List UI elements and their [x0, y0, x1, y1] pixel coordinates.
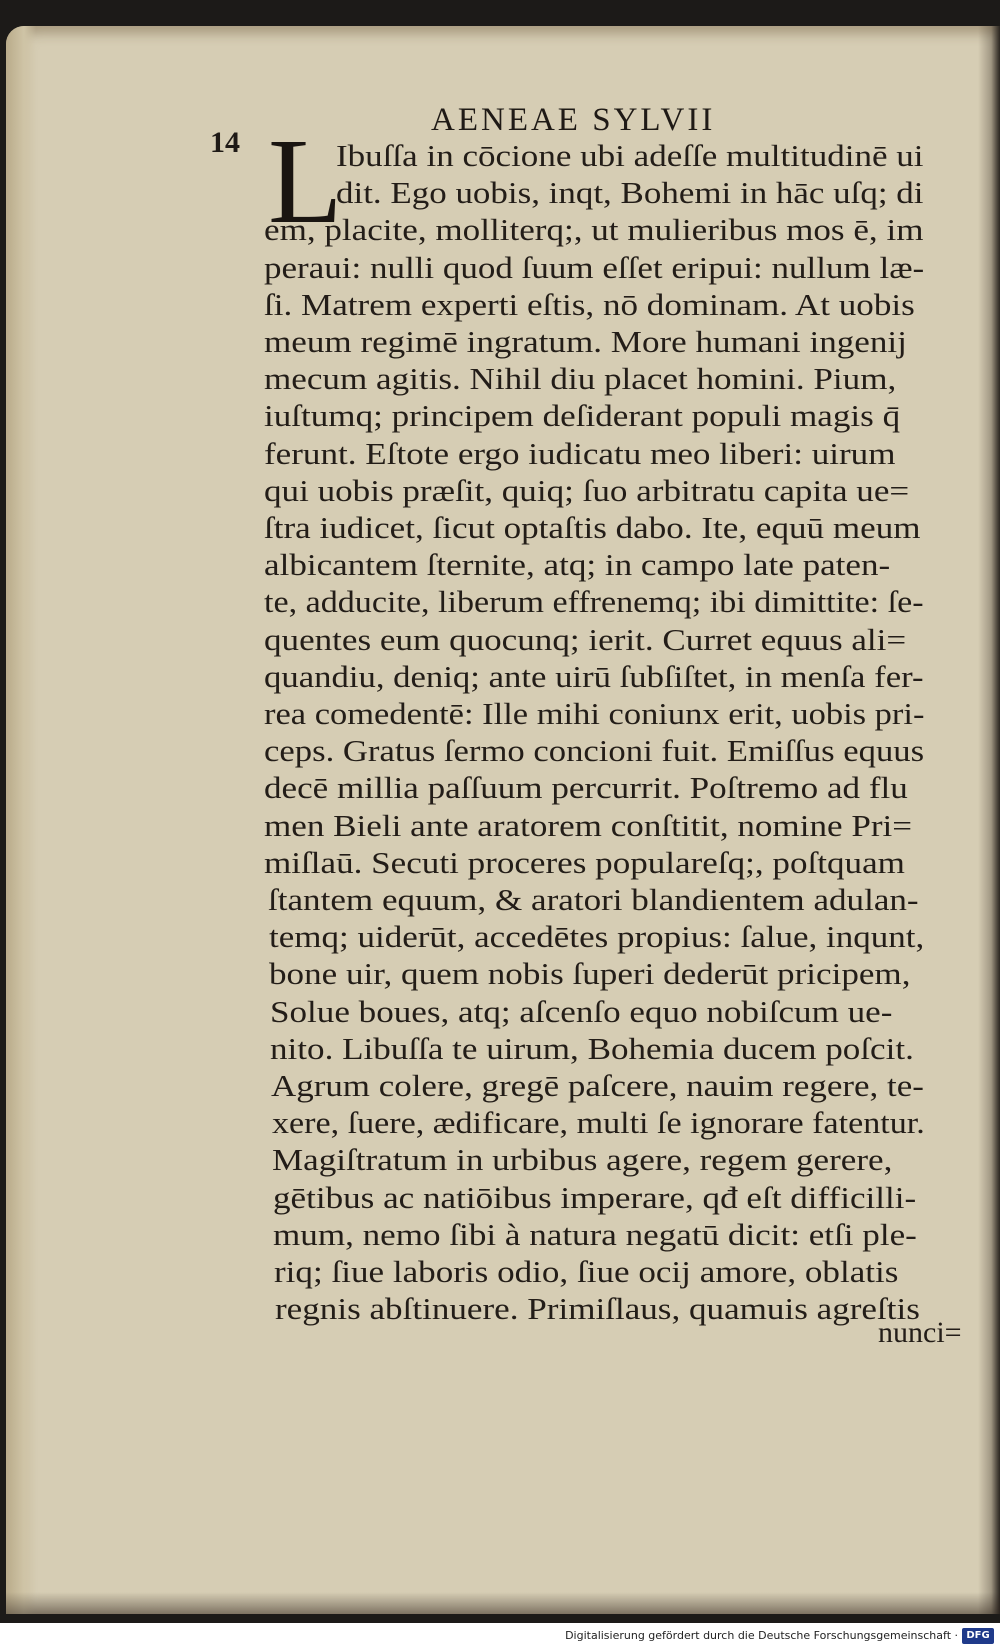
funding-credit: Digitalisierung gefördert durch die Deutsche Forschungsgemeinschaft · [565, 1629, 958, 1642]
text-line: decē millia paſſuum percurrit. Poſtremo ad flu [264, 771, 908, 806]
text-line: temq; uiderūt, accedētes propius: ſalue, inqunt, [268, 920, 924, 955]
text-line: Magiſtratum in urbibus agere, regem gerere, [272, 1143, 893, 1178]
text-line: regnis abſtinuere. Primiſlaus, quamuis agreſtis [274, 1292, 920, 1327]
text-line: riq; ſiue laboris odio, ſiue ocij amore, oblatis [274, 1255, 899, 1289]
text-line: peraui: nulli quod ſuum eſſet eripui: nullum læ- [264, 250, 925, 285]
catchword: nunci= [878, 1316, 962, 1349]
text-line: bone uir, quem nobis ſuperi dederūt pricipem, [269, 957, 911, 992]
text-line: ſtra iudicet, ſicut optaſtis dabo. Ite, equū meum [264, 511, 921, 545]
text-line: albicantem ſternite, atq; in campo late paten- [264, 548, 891, 583]
text-line: qui uobis præſit, quiq; ſuo arbitratu capita ue= [264, 473, 910, 508]
text-line: xere, ſuere, ædificare, multi ſe ignorare fatentur. [271, 1106, 925, 1141]
text-line: ceps. Gratus ſermo concioni fuit. Emiſſus equus [264, 734, 925, 769]
text-line: ſtantem equum, & aratori blandientem adulan- [268, 883, 919, 917]
text-line: Agrum colere, gregē paſcere, nauim regere, te- [271, 1069, 924, 1103]
text-line: nito. Libuſſa te uirum, Bohemia ducem poſcit. [270, 1031, 915, 1066]
text-line: miſlaū. Secuti proceres populareſq;, poſtquam [264, 845, 905, 880]
text-line: mum, nemo ſibi à natura negatū dicit: etſi ple- [273, 1217, 918, 1252]
text-line: mecum agitis. Nihil diu placet homini. Pium, [264, 362, 897, 397]
text-line: iuſtumq; principem deſiderant populi magis q̄ [264, 399, 901, 434]
text-line: ſi. Matrem experti eſtis, nō dominam. At uobis [264, 287, 915, 322]
page-number: 14 [210, 126, 240, 159]
text-line: ferunt. Eſtote ergo iudicatu meo liberi: uirum [264, 436, 896, 471]
text-line: meum regimē ingratum. More humani ingenij [264, 325, 907, 359]
text-line: quentes eum quocunq; ierit. Curret equus ali= [264, 622, 907, 657]
text-line: dit. Ego uobis, inqt, Bohemi in hāc uſq; di [336, 176, 924, 211]
body-text [6, 26, 1000, 1614]
dfg-logo-icon: DFG [962, 1628, 994, 1644]
digitization-footer [0, 1623, 1000, 1651]
running-head: AENEAE SYLVII [431, 102, 716, 138]
text-line: Ibuſſa in cōcione ubi adeſſe multitudinē ui [336, 139, 924, 173]
book-page [6, 26, 1000, 1614]
text-line: Solue boues, atq; aſcenſo equo nobiſcum ue- [269, 994, 893, 1029]
decorated-initial: L [268, 114, 343, 249]
text-line: em, placite, molliterq;, ut mulieribus mos ē, im [264, 213, 924, 248]
text-line: te, adducite, liberum effrenemq; ibi dimittite: ſe- [264, 585, 924, 620]
text-line: rea comedentē: Ille mihi coniunx erit, uobis pri- [264, 697, 925, 731]
text-line: quandiu, deniq; ante uirū ſubſiſtet, in menſa fer- [264, 659, 924, 694]
text-line: men Bieli ante aratorem conſtitit, nomine Pri= [264, 808, 913, 843]
text-line: gētibus ac natiōibus imperare, qđ eſt difficilli- [272, 1180, 916, 1215]
